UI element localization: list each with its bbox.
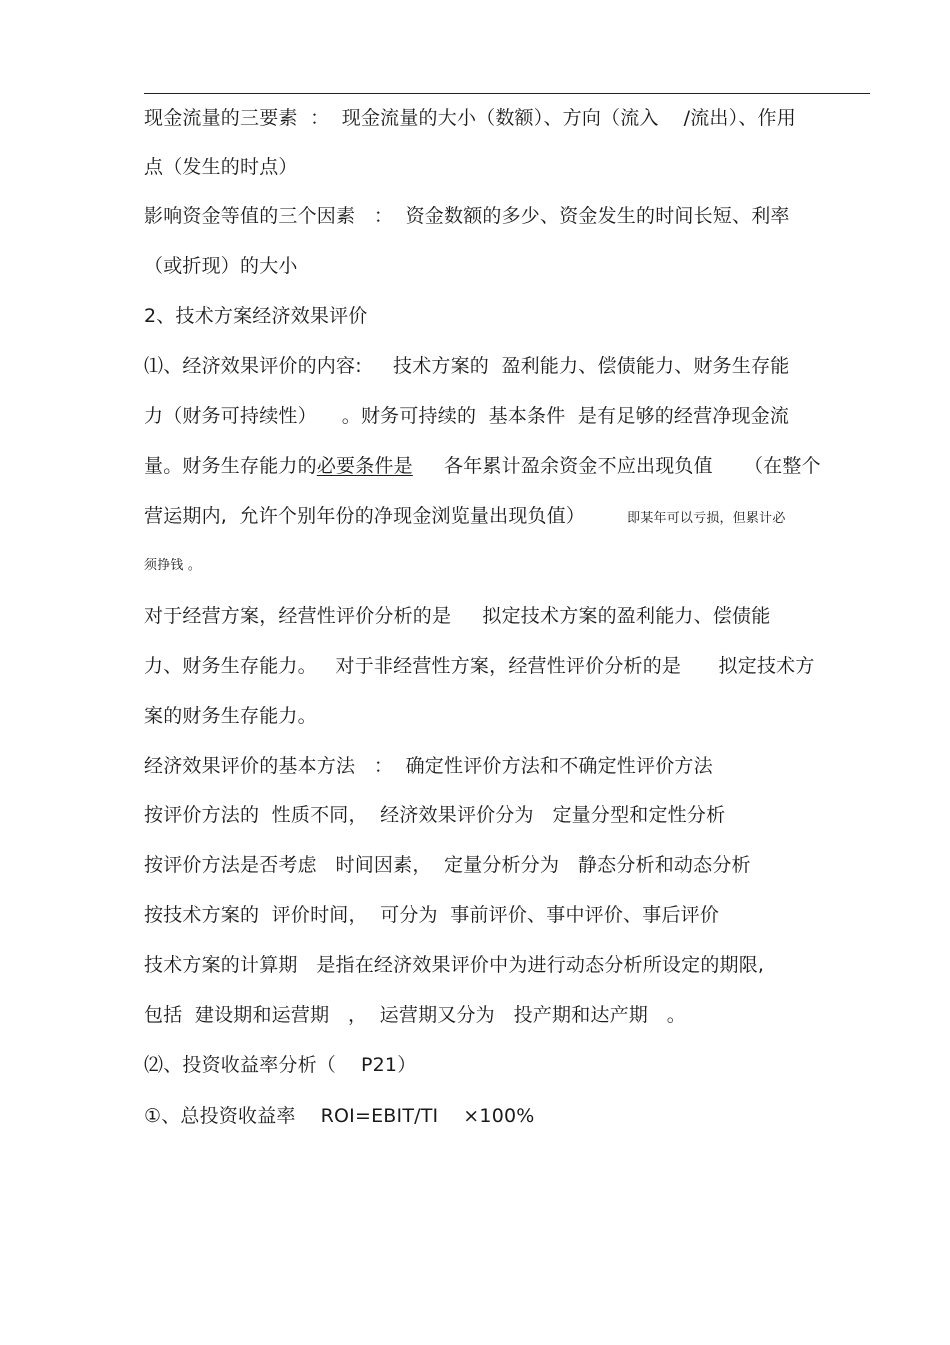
text-line-13: 案的财务生存能力。	[144, 705, 317, 727]
text-line-15: 按评价方法的 性质不同， 经济效果评价分为 定量分型和定性分析	[144, 804, 726, 826]
underlined-term: 必要条件是	[316, 455, 413, 477]
text-line-1: 现金流量的三要素 ： 现金流量的大小（数额）、方向（流入 /流出）、作用	[144, 107, 796, 129]
text-line-6: ⑴、经济效果评价的内容: 技术方案的 盈利能力、偿债能力、财务生存能	[144, 355, 790, 377]
text-line-11: 对于经营方案，经营性评价分析的是 拟定技术方案的盈利能力、偿债能	[144, 605, 771, 627]
text-line-9	[144, 504, 786, 528]
small-note-continuation: 须挣钱 。	[144, 558, 202, 573]
formula-line: ①、总投资收益率 ROI=EBIT/TI ×100%	[144, 1105, 535, 1127]
small-note: 即某年可以亏损，但累计必	[627, 511, 786, 526]
text-segment: 各年累计盈余资金不应出现负值 （在整个	[412, 455, 821, 477]
text-line-14: 经济效果评价的基本方法 ： 确定性评价方法和不确定性评价方法	[144, 755, 713, 777]
text-line-17: 按技术方案的 评价时间， 可分为 事前评价、事中评价、事后评价	[144, 904, 720, 926]
text-line-2: 点（发生的时点）	[144, 156, 298, 178]
text-segment: 量。财务生存能力的	[144, 455, 317, 477]
text-line-12: 力、财务生存能力。 对于非经营性方案，经营性评价分析的是 拟定技术方	[144, 655, 815, 677]
text-line-18: 技术方案的计算期 是指在经济效果评价中为进行动态分析所设定的期限,	[144, 954, 765, 976]
text-line-7: 力（财务可持续性） 。财务可持续的 基本条件 是有足够的经营净现金流	[144, 405, 790, 427]
text-line-16: 按评价方法是否考虑 时间因素， 定量分析分为 静态分析和动态分析	[144, 854, 751, 876]
text-line-3: 影响资金等值的三个因素 ： 资金数额的多少、资金发生的时间长短、利率	[144, 205, 790, 227]
text-line-4: （或折现）的大小	[144, 255, 298, 277]
text-line-19: 包括 建设期和运营期 ， 运营期又分为 投产期和达产期 。	[144, 1004, 686, 1026]
text-line-20: ⑵、投资收益率分析（ P21）	[144, 1054, 417, 1076]
text-line-8	[144, 454, 821, 478]
section-heading-2: 2、技术方案经济效果评价	[144, 305, 368, 327]
top-rule	[144, 93, 870, 94]
text-segment: 营运期内, 允许个别年份的净现金浏览量出现负值）	[144, 505, 586, 527]
